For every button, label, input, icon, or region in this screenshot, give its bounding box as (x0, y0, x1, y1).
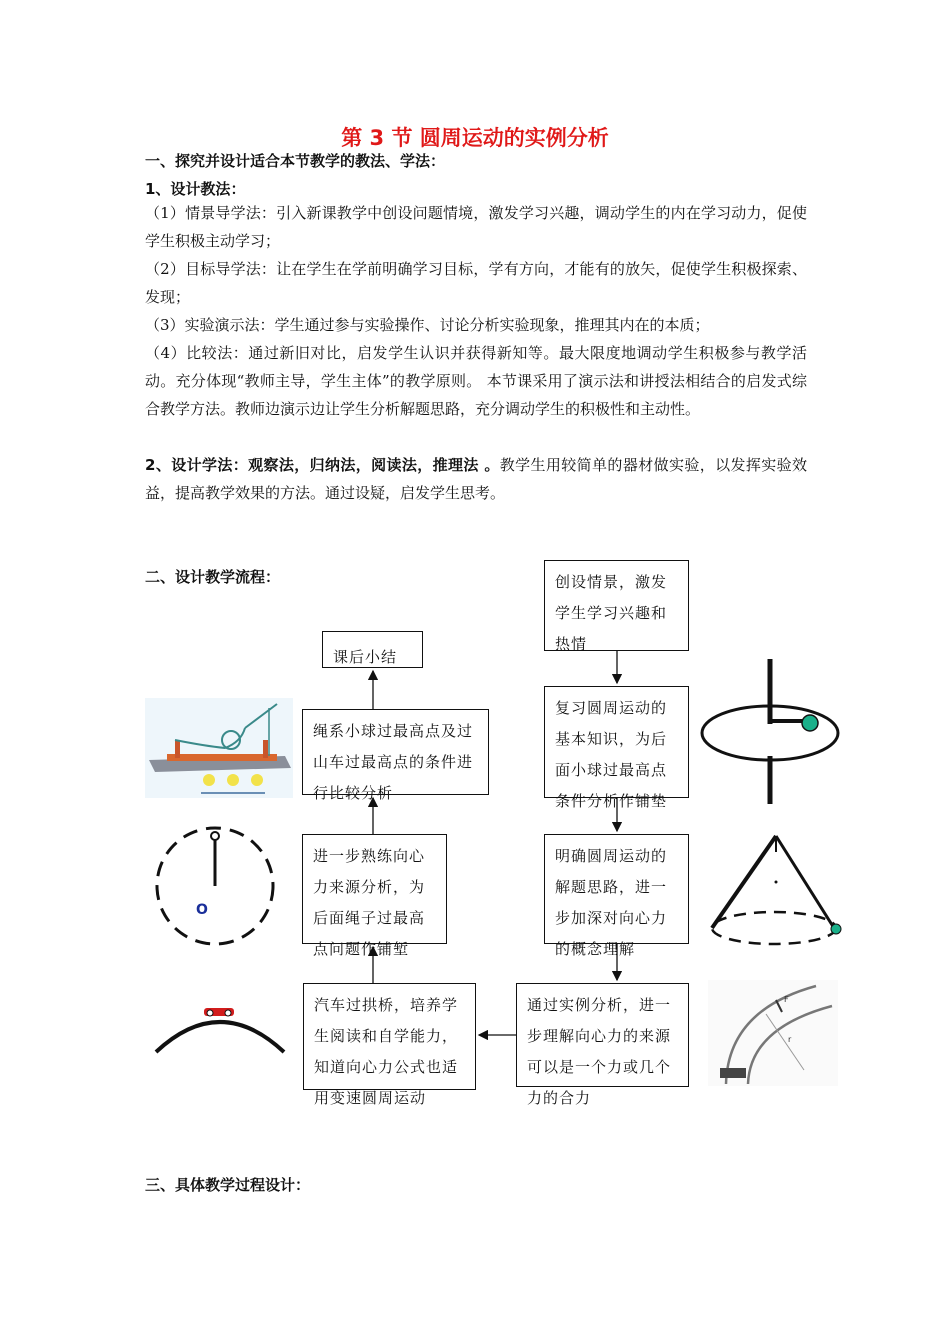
method-item-1: （1）情景导学法：引入新课教学中创设问题情境，激发学习兴趣，调动学生的内在学习动力，促使学生积极主动学习； (145, 204, 807, 250)
rotating-rod-figure (700, 656, 840, 806)
radius-label: r (788, 1035, 792, 1044)
circle-center-label: O (196, 902, 208, 918)
arch-bridge-car-figure (150, 998, 290, 1058)
flow-box-text: 进一步熟练向心力来源分析，为后面绳子过最高点问题作铺堑 (313, 847, 426, 958)
design-teaching-method-heading: 1、设计教法： (145, 180, 246, 198)
page-title: 第 3 节 圆周运动的实例分析 (341, 126, 609, 150)
flow-box-text: 课后小结 (333, 648, 398, 666)
method-item-4: （4）比较法：通过新旧对比，启发学生认识并获得新知等。最大限度地调动学生积极参与教学活动。充分体现“教师主导，学生主体”的教学原则。 本节课采用了演示法和讲授法相结合的启发式综合教学方法。教师边演示边让学生分析解题思路，充分调动学生的积极性和主动性。 (145, 344, 807, 418)
section1-heading: 一、探究并设计适合本节教学的教法、学法： (145, 152, 446, 170)
method-item-3: （3）实验演示法：学生通过参与实验操作、讨论分析实验现象，推理其内在的本质； (145, 316, 710, 334)
vertical-circle-figure (150, 826, 280, 948)
flow-box-text: 复习圆周运动的基本知识，为后面小球过最高点条件分析作铺垫 (555, 699, 668, 810)
flow-box-text: 通过实例分析，进一步理解向心力的来源可以是一个力或几个力的合力 (527, 996, 672, 1107)
section2-heading: 二、设计教学流程： (145, 568, 281, 586)
flow-box-text: 创设情景，激发学生学习兴趣和热情 (555, 573, 668, 653)
learning-method-text: 教学生用较简单的器材做实验，以发挥实验效益，提高教学效果的方法。通过设疑，启发学生思考。 (145, 456, 807, 502)
section3-heading: 三、具体教学过程设计： (145, 1176, 311, 1194)
curved-track-figure (708, 980, 838, 1086)
conical-pendulum-figure (706, 832, 846, 950)
force-label: F (784, 995, 789, 1004)
roller-coaster-apparatus-figure (145, 698, 293, 798)
flow-box-text: 明确圆周运动的解题思路，进一步加深对向心力的概念理解 (555, 847, 668, 958)
method-item-2: （2）目标导学法：让在学生在学前明确学习目标，学有方向，才能有的放矢，促使学生积极探索、发现； (145, 260, 807, 306)
flow-box-text: 汽车过拱桥，培养学生阅读和自学能力，知道向心力公式也适用变速圆周运动 (314, 996, 459, 1107)
flow-box-text: 绳系小球过最高点及过山车过最高点的条件进行比较分析 (313, 722, 474, 802)
learning-method-bold: 2、设计学法：观察法，归纳法，阅读法，推理法 。 (145, 456, 500, 474)
